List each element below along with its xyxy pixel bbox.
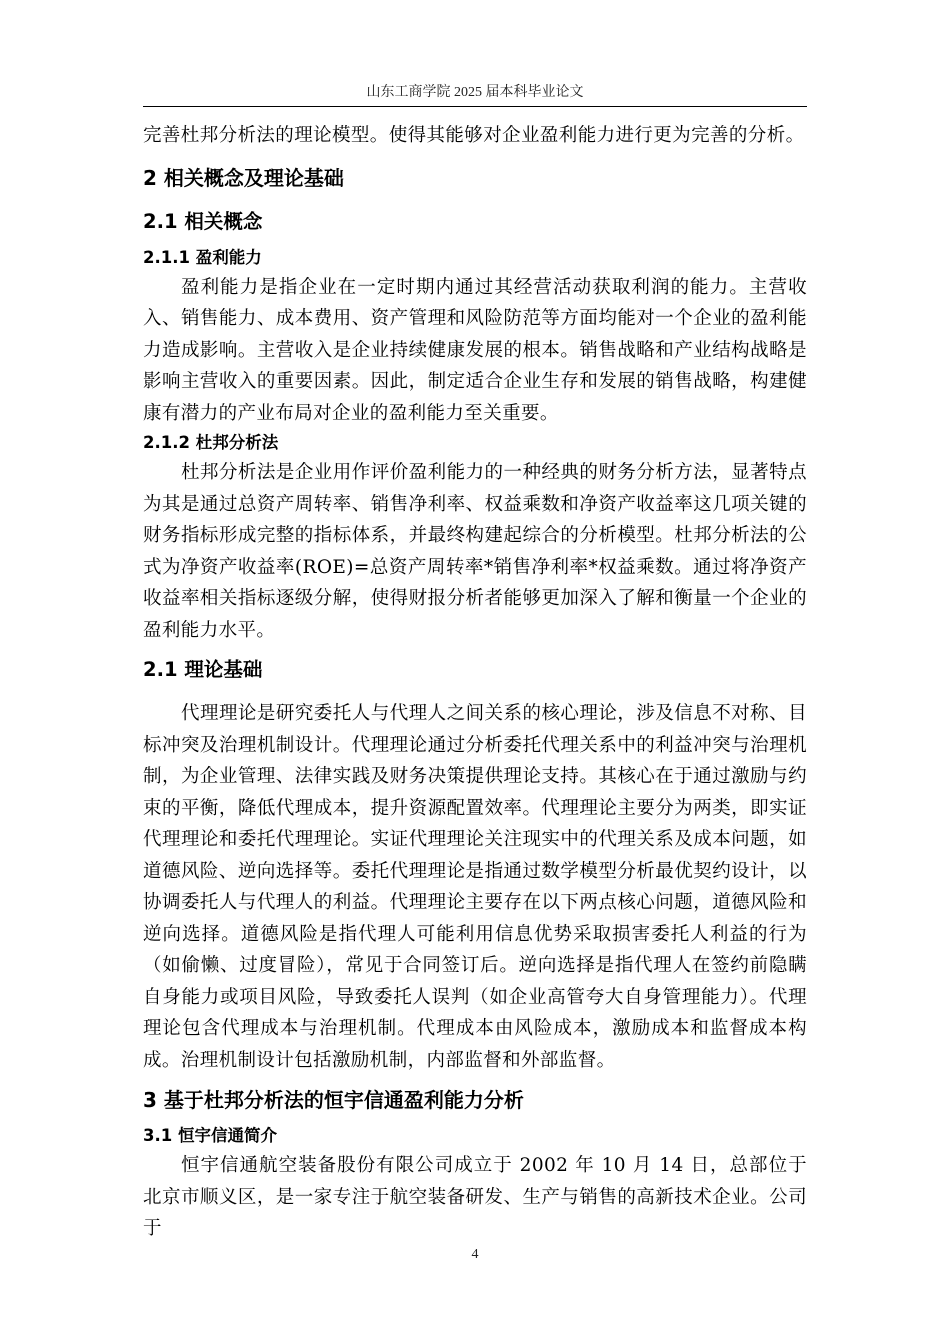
running-header: 山东工商学院 2025 届本科毕业论文 (366, 85, 584, 100)
dupont-paragraph: 杜邦分析法是企业用作评价盈利能力的一种经典的财务分析方法，显著特点为其是通过总资产周转率、销售净利率、权益乘数和净资产收益率这几项关键的财务指标形成完整的指标体系，并最终构建起综合的分析模型。杜邦分析法的公式为净资产收益率(ROE)=总资产周转率*销售净利率*权益乘数。通过将净资产收益率相关指标逐级分解，使得财报分析者能够更加深入了解和衡量一个企业的盈利能力水平。 (143, 462, 807, 641)
page-content (143, 118, 807, 1245)
section-3-1-heading: 3.1 恒宇信通简介 (143, 1126, 277, 1145)
section-3-heading: 3 基于杜邦分析法的恒宇信通盈利能力分析 (143, 1088, 524, 1112)
profitability-paragraph: 盈利能力是指企业在一定时期内通过其经营活动获取利润的能力。主营收入、销售能力、成本费用、资产管理和风险防范等方面均能对一个企业的盈利能力造成影响。主营收入是企业持续健康发展的根本。销售战略和产业结构战略是影响主营收入的重要因素。因此，制定适合企业生存和发展的销售战略，构建健康有潜力的产业布局对企业的盈利能力至关重要。 (143, 276, 807, 424)
header-divider (143, 106, 807, 107)
section-2-1-heading: 2.1 相关概念 (143, 209, 263, 233)
section-2-1-2-heading: 2.1.2 杜邦分析法 (143, 433, 279, 452)
section-2-1-1-heading: 2.1.1 盈利能力 (143, 247, 262, 267)
section-2-heading: 2 相关概念及理论基础 (143, 165, 344, 190)
page-number: 4 (471, 1247, 479, 1262)
theory-heading: 2.1 理论基础 (143, 658, 263, 681)
agency-theory-paragraph: 代理理论是研究委托人与代理人之间关系的核心理论，涉及信息不对称、目标冲突及治理机制设计。代理理论通过分析委托代理关系中的利益冲突与治理机制，为企业管理、法律实践及财务决策提供理论支持。其核心在于通过激励与约束的平衡，降低代理成本，提升资源配置效率。代理理论主要分为两类，即实证代理理论和委托代理理论。实证代理理论关注现实中的代理关系及成本问题，如道德风险、逆向选择等。委托代理理论是指通过数学模型分析最优契约设计，以协调委托人与代理人的利益。代理理论主要存在以下两点核心问题，道德风险和逆向选择。道德风险是指代理人可能利用信息优势采取损害委托人利益的行为（如偷懒、过度冒险），常见于合同签订后。逆向选择是指代理人在签约前隐瞒自身能力或项目风险，导致委托人误判（如企业高管夸大自身管理能力）。代理理论包含代理成本与治理机制。代理成本由风险成本，激励成本和监督成本构成。治理机制设计包括激励机制，内部监督和外部监督。 (143, 703, 807, 1071)
intro-paragraph: 完善杜邦分析法的理论模型。使得其能够对企业盈利能力进行更为完善的分析。 (143, 125, 805, 146)
company-intro-paragraph: 恒宇信通航空装备股份有限公司成立于 2002 年 10 月 14 日，总部位于北京市顺义区，是一家专注于航空装备研发、生产与销售的高新技术企业。公司于 (143, 1155, 807, 1239)
